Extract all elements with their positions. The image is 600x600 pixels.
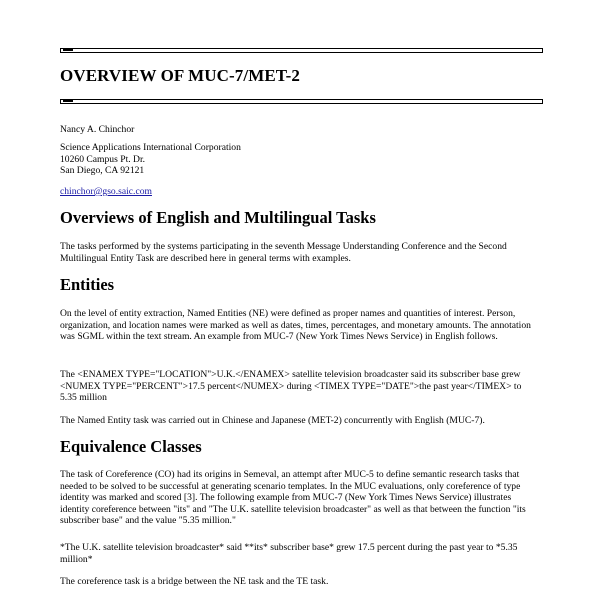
rule-marker — [63, 100, 73, 102]
paragraph: The Named Entity task was carried out in Chinese and Japanese (MET-2) concurrently with English (MUC-7). — [60, 415, 485, 426]
rule-marker — [63, 49, 73, 51]
affiliation-line: 10260 Campus Pt. Dr. — [60, 153, 146, 165]
author-affiliation — [60, 142, 540, 177]
top-horizontal-rule — [60, 48, 543, 53]
paragraph: The task of Coreference (CO) had its origins in Semeval, an attempt after MUC-5 to define semantic research tasks that needed to be solved to be successful at generating scenario templates. In the MUC evaluations, only coreference of type identity was marked and scored [3]. The following example from MUC-7 (New York Times News Service) illustrates identity coreference between "its" and "The U.K. satellite television broadcaster" as well as that between the function "its subscriber base" and the value "5.35 million." — [60, 469, 526, 527]
title-horizontal-rule — [60, 99, 543, 104]
document-title: OVERVIEW OF MUC-7/MET-2 — [60, 66, 301, 85]
section-heading-equivalence-classes: Equivalence Classes — [60, 437, 202, 456]
sgml-example-paragraph: The <ENAMEX TYPE="LOCATION">U.K.</ENAMEX> satellite television broadcaster said its subscriber base grew <NUMEX TYPE="PERCENT">17.5 percent</NUMEX> during <TIMEX TYPE="DATE">the past year</TIMEX> to 5.35 million — [60, 369, 522, 404]
paragraph: The coreference task is a bridge between the NE task and the TE task. — [60, 576, 329, 587]
paragraph: On the level of entity extraction, Named Entities (NE) were defined as proper names and quantities of interest. Person, organization, and location names were marked as well as dates, times, percentages, and monetary amounts. The annotation was SGML within the text stream. An example from MUC-7 (New York Times News Service) in English follows. — [60, 308, 531, 343]
section-heading-overviews: Overviews of English and Multilingual Tasks — [60, 208, 376, 227]
section-heading-entities: Entities — [60, 275, 115, 294]
author-name: Nancy A. Chinchor — [60, 124, 135, 135]
paragraph: The tasks performed by the systems participating in the seventh Message Understanding Conference and the Second Multilingual Entity Task are described here in general terms with examples. — [60, 241, 507, 264]
affiliation-line: San Diego, CA 92121 — [60, 165, 145, 177]
coreference-example-paragraph: *The U.K. satellite television broadcaster* said **its* subscriber base* grew 17.5 percent during the past year to *5.35 million* — [60, 542, 518, 565]
affiliation-line: Science Applications International Corporation — [60, 142, 241, 153]
email-link[interactable]: chinchor@gso.saic.com — [60, 186, 152, 197]
